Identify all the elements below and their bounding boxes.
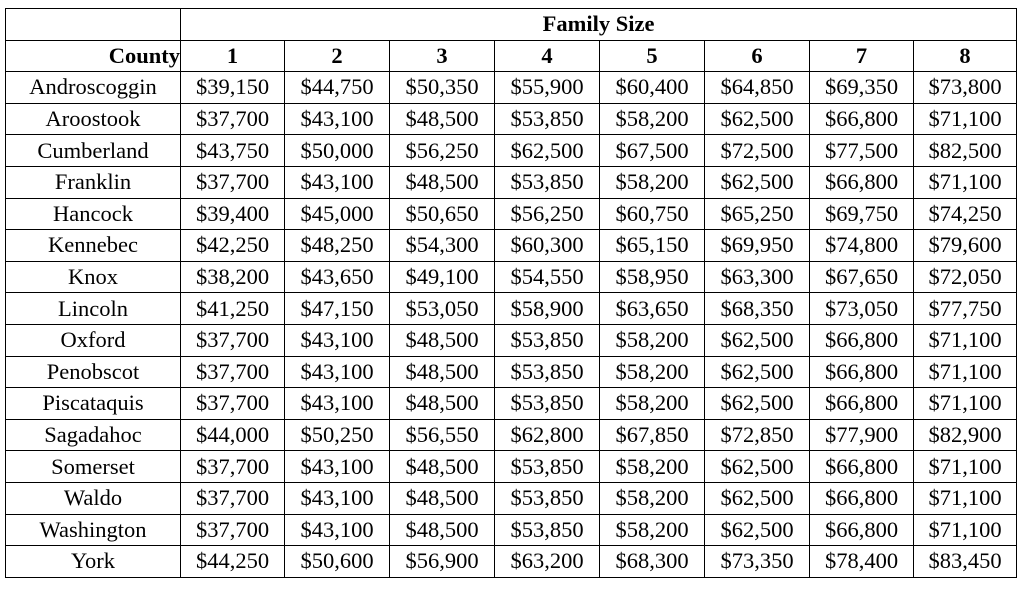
income-value-cell: $58,200 bbox=[600, 166, 705, 198]
income-value-cell: $39,400 bbox=[181, 198, 285, 230]
income-value-cell: $71,100 bbox=[914, 356, 1017, 388]
group-header-row bbox=[6, 9, 1017, 41]
income-value-cell: $60,300 bbox=[495, 230, 600, 262]
income-value-cell: $48,500 bbox=[390, 514, 495, 546]
county-cell: Knox bbox=[6, 261, 181, 293]
income-value-cell: $79,600 bbox=[914, 230, 1017, 262]
income-value-cell: $67,650 bbox=[810, 261, 914, 293]
income-value-cell: $53,850 bbox=[495, 324, 600, 356]
income-value-cell: $62,500 bbox=[705, 451, 810, 483]
corner-cell bbox=[6, 9, 181, 41]
income-value-cell: $69,350 bbox=[810, 72, 914, 104]
income-value-cell: $56,900 bbox=[390, 546, 495, 578]
income-value-cell: $58,200 bbox=[600, 324, 705, 356]
income-value-cell: $67,850 bbox=[600, 419, 705, 451]
table-row bbox=[6, 451, 1017, 483]
income-value-cell: $71,100 bbox=[914, 103, 1017, 135]
income-value-cell: $53,850 bbox=[495, 166, 600, 198]
income-value-cell: $37,700 bbox=[181, 514, 285, 546]
income-value-cell: $48,500 bbox=[390, 356, 495, 388]
table-row bbox=[6, 135, 1017, 167]
size-column-header: 1 bbox=[181, 40, 285, 72]
table-row bbox=[6, 419, 1017, 451]
income-value-cell: $62,500 bbox=[705, 103, 810, 135]
income-value-cell: $37,700 bbox=[181, 166, 285, 198]
size-column-header: 4 bbox=[495, 40, 600, 72]
income-value-cell: $66,800 bbox=[810, 324, 914, 356]
table-row bbox=[6, 198, 1017, 230]
income-value-cell: $37,700 bbox=[181, 482, 285, 514]
income-value-cell: $58,200 bbox=[600, 103, 705, 135]
income-value-cell: $69,750 bbox=[810, 198, 914, 230]
income-value-cell: $50,650 bbox=[390, 198, 495, 230]
income-value-cell: $72,850 bbox=[705, 419, 810, 451]
income-value-cell: $43,100 bbox=[285, 324, 390, 356]
table-row bbox=[6, 72, 1017, 104]
county-cell: Aroostook bbox=[6, 103, 181, 135]
income-value-cell: $65,250 bbox=[705, 198, 810, 230]
income-value-cell: $48,500 bbox=[390, 388, 495, 420]
county-cell: Oxford bbox=[6, 324, 181, 356]
income-value-cell: $48,500 bbox=[390, 166, 495, 198]
income-value-cell: $71,100 bbox=[914, 388, 1017, 420]
income-value-cell: $37,700 bbox=[181, 324, 285, 356]
income-value-cell: $71,100 bbox=[914, 166, 1017, 198]
table-row bbox=[6, 166, 1017, 198]
income-value-cell: $53,850 bbox=[495, 103, 600, 135]
size-column-header: 2 bbox=[285, 40, 390, 72]
income-value-cell: $66,800 bbox=[810, 514, 914, 546]
county-cell: Penobscot bbox=[6, 356, 181, 388]
county-column-header: County bbox=[6, 40, 181, 72]
income-value-cell: $53,850 bbox=[495, 482, 600, 514]
income-value-cell: $56,550 bbox=[390, 419, 495, 451]
size-column-header: 7 bbox=[810, 40, 914, 72]
income-value-cell: $83,450 bbox=[914, 546, 1017, 578]
table-row bbox=[6, 293, 1017, 325]
county-cell: Sagadahoc bbox=[6, 419, 181, 451]
income-value-cell: $53,850 bbox=[495, 514, 600, 546]
income-value-cell: $74,800 bbox=[810, 230, 914, 262]
income-value-cell: $54,300 bbox=[390, 230, 495, 262]
income-value-cell: $63,300 bbox=[705, 261, 810, 293]
income-value-cell: $73,350 bbox=[705, 546, 810, 578]
income-value-cell: $37,700 bbox=[181, 451, 285, 483]
county-cell: Lincoln bbox=[6, 293, 181, 325]
income-value-cell: $72,050 bbox=[914, 261, 1017, 293]
income-value-cell: $77,500 bbox=[810, 135, 914, 167]
income-value-cell: $66,800 bbox=[810, 166, 914, 198]
income-value-cell: $56,250 bbox=[390, 135, 495, 167]
income-value-cell: $66,800 bbox=[810, 451, 914, 483]
income-value-cell: $43,100 bbox=[285, 388, 390, 420]
income-value-cell: $62,500 bbox=[705, 482, 810, 514]
table-row bbox=[6, 546, 1017, 578]
income-value-cell: $62,500 bbox=[705, 514, 810, 546]
income-value-cell: $48,500 bbox=[390, 482, 495, 514]
income-value-cell: $43,650 bbox=[285, 261, 390, 293]
income-value-cell: $43,100 bbox=[285, 356, 390, 388]
income-value-cell: $50,250 bbox=[285, 419, 390, 451]
income-value-cell: $62,500 bbox=[705, 166, 810, 198]
income-value-cell: $44,000 bbox=[181, 419, 285, 451]
income-value-cell: $58,950 bbox=[600, 261, 705, 293]
column-header-row bbox=[6, 40, 1017, 72]
table-row bbox=[6, 103, 1017, 135]
table-row bbox=[6, 324, 1017, 356]
income-value-cell: $43,100 bbox=[285, 514, 390, 546]
income-value-cell: $71,100 bbox=[914, 514, 1017, 546]
county-cell: Somerset bbox=[6, 451, 181, 483]
table-row bbox=[6, 230, 1017, 262]
size-column-header: 8 bbox=[914, 40, 1017, 72]
income-value-cell: $43,750 bbox=[181, 135, 285, 167]
income-value-cell: $68,350 bbox=[705, 293, 810, 325]
income-value-cell: $58,200 bbox=[600, 451, 705, 483]
county-cell: Waldo bbox=[6, 482, 181, 514]
income-value-cell: $56,250 bbox=[495, 198, 600, 230]
income-value-cell: $43,100 bbox=[285, 166, 390, 198]
income-value-cell: $73,050 bbox=[810, 293, 914, 325]
income-value-cell: $49,100 bbox=[390, 261, 495, 293]
income-value-cell: $62,500 bbox=[705, 356, 810, 388]
income-value-cell: $53,850 bbox=[495, 388, 600, 420]
income-value-cell: $71,100 bbox=[914, 451, 1017, 483]
income-value-cell: $45,000 bbox=[285, 198, 390, 230]
income-value-cell: $37,700 bbox=[181, 103, 285, 135]
income-value-cell: $77,900 bbox=[810, 419, 914, 451]
income-value-cell: $43,100 bbox=[285, 103, 390, 135]
income-value-cell: $48,500 bbox=[390, 324, 495, 356]
income-value-cell: $41,250 bbox=[181, 293, 285, 325]
income-value-cell: $62,500 bbox=[705, 388, 810, 420]
income-value-cell: $44,750 bbox=[285, 72, 390, 104]
table-body bbox=[6, 72, 1017, 578]
size-column-header: 6 bbox=[705, 40, 810, 72]
income-value-cell: $58,200 bbox=[600, 482, 705, 514]
income-value-cell: $66,800 bbox=[810, 356, 914, 388]
table-row bbox=[6, 356, 1017, 388]
income-value-cell: $48,500 bbox=[390, 451, 495, 483]
income-value-cell: $50,000 bbox=[285, 135, 390, 167]
income-value-cell: $68,300 bbox=[600, 546, 705, 578]
income-value-cell: $63,200 bbox=[495, 546, 600, 578]
income-value-cell: $50,600 bbox=[285, 546, 390, 578]
income-value-cell: $72,500 bbox=[705, 135, 810, 167]
size-column-header: 5 bbox=[600, 40, 705, 72]
county-cell: Hancock bbox=[6, 198, 181, 230]
income-value-cell: $82,900 bbox=[914, 419, 1017, 451]
income-value-cell: $66,800 bbox=[810, 103, 914, 135]
income-value-cell: $39,150 bbox=[181, 72, 285, 104]
income-value-cell: $74,250 bbox=[914, 198, 1017, 230]
county-cell: Washington bbox=[6, 514, 181, 546]
income-limits-table bbox=[5, 8, 1017, 578]
income-value-cell: $60,400 bbox=[600, 72, 705, 104]
income-value-cell: $48,500 bbox=[390, 103, 495, 135]
county-cell: Kennebec bbox=[6, 230, 181, 262]
income-value-cell: $66,800 bbox=[810, 388, 914, 420]
income-value-cell: $65,150 bbox=[600, 230, 705, 262]
income-value-cell: $60,750 bbox=[600, 198, 705, 230]
size-column-header: 3 bbox=[390, 40, 495, 72]
income-value-cell: $77,750 bbox=[914, 293, 1017, 325]
income-value-cell: $54,550 bbox=[495, 261, 600, 293]
county-cell: York bbox=[6, 546, 181, 578]
income-value-cell: $62,500 bbox=[495, 135, 600, 167]
income-value-cell: $64,850 bbox=[705, 72, 810, 104]
table-row bbox=[6, 261, 1017, 293]
income-value-cell: $44,250 bbox=[181, 546, 285, 578]
income-value-cell: $43,100 bbox=[285, 451, 390, 483]
income-value-cell: $58,200 bbox=[600, 388, 705, 420]
income-value-cell: $58,200 bbox=[600, 514, 705, 546]
county-cell: Cumberland bbox=[6, 135, 181, 167]
income-value-cell: $78,400 bbox=[810, 546, 914, 578]
income-value-cell: $55,900 bbox=[495, 72, 600, 104]
county-cell: Androscoggin bbox=[6, 72, 181, 104]
income-value-cell: $66,800 bbox=[810, 482, 914, 514]
income-value-cell: $53,050 bbox=[390, 293, 495, 325]
income-value-cell: $48,250 bbox=[285, 230, 390, 262]
income-value-cell: $53,850 bbox=[495, 451, 600, 483]
income-value-cell: $67,500 bbox=[600, 135, 705, 167]
table-row bbox=[6, 514, 1017, 546]
income-value-cell: $38,200 bbox=[181, 261, 285, 293]
income-value-cell: $50,350 bbox=[390, 72, 495, 104]
family-size-header: Family Size bbox=[181, 9, 1017, 41]
income-value-cell: $71,100 bbox=[914, 482, 1017, 514]
income-value-cell: $58,900 bbox=[495, 293, 600, 325]
income-value-cell: $69,950 bbox=[705, 230, 810, 262]
income-value-cell: $58,200 bbox=[600, 356, 705, 388]
income-value-cell: $37,700 bbox=[181, 356, 285, 388]
income-value-cell: $62,800 bbox=[495, 419, 600, 451]
income-value-cell: $43,100 bbox=[285, 482, 390, 514]
income-value-cell: $73,800 bbox=[914, 72, 1017, 104]
table-row bbox=[6, 482, 1017, 514]
income-value-cell: $47,150 bbox=[285, 293, 390, 325]
income-value-cell: $42,250 bbox=[181, 230, 285, 262]
income-value-cell: $62,500 bbox=[705, 324, 810, 356]
income-value-cell: $63,650 bbox=[600, 293, 705, 325]
county-cell: Franklin bbox=[6, 166, 181, 198]
table-row bbox=[6, 388, 1017, 420]
income-value-cell: $37,700 bbox=[181, 388, 285, 420]
income-value-cell: $53,850 bbox=[495, 356, 600, 388]
income-value-cell: $71,100 bbox=[914, 324, 1017, 356]
county-cell: Piscataquis bbox=[6, 388, 181, 420]
income-value-cell: $82,500 bbox=[914, 135, 1017, 167]
